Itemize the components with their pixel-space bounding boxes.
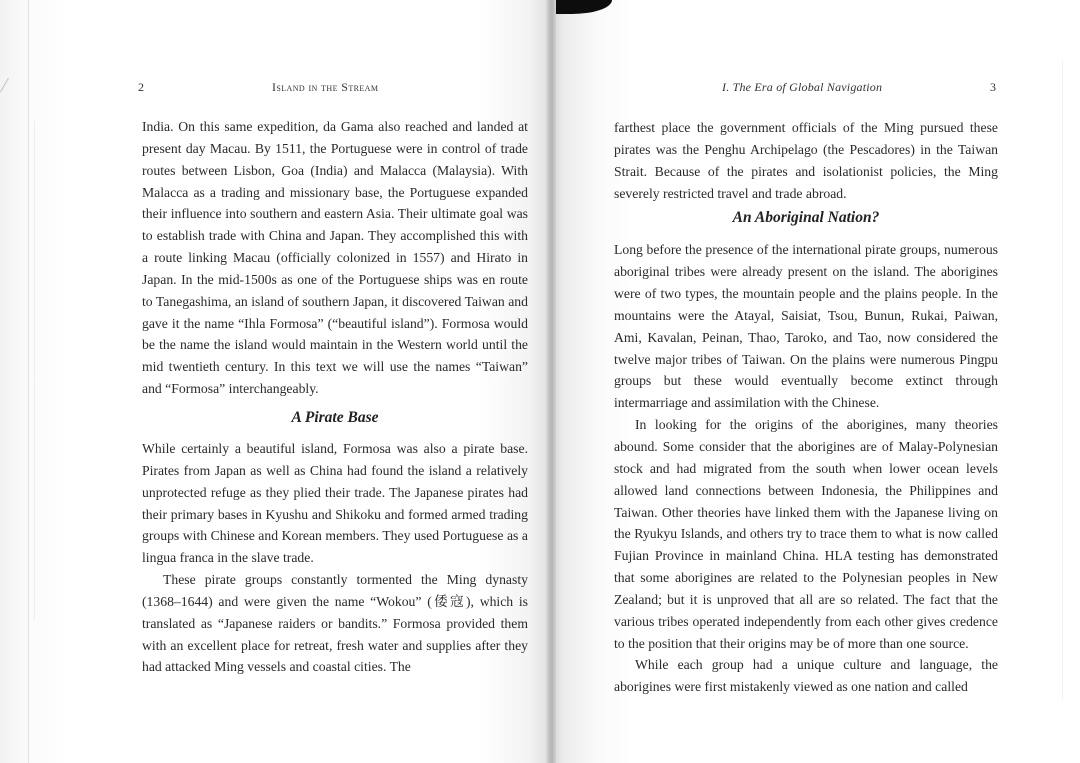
scan-artifact-line [28, 0, 29, 763]
body-paragraph: Long before the presence of the international pirate groups, numerous aboriginal tribes were already present on the island. The aborigines were of two types, the mountain people and the plains people. In the mountains were the Atayal, Saisiat, Tsou, Bunun, Rukai, Paiwan, Ami, Kavalan, Peinan, Thao, Taroko, and Tao, now considered the twelve major tribes of Taiwan. On the plains were numerous Pingpu groups but these would eventually become extinct through intermarriage and assimilation with the Chinese. [614, 242, 998, 411]
running-title: I. The Era of Global Navigation [722, 80, 883, 94]
section-heading: An Aboriginal Nation? [732, 209, 880, 227]
book-gutter [546, 0, 556, 763]
scan-artifact-line [1062, 60, 1063, 700]
running-title: Island in the Stream [272, 80, 379, 94]
body-paragraph: farthest place the government officials of the Ming pursued these pirates was the Penghu Archipelago (the Pescadores) in the Taiwan Strait. Because of the pirates and isolationist policies, the Ming severely restricted travel and trade abroad. [614, 120, 998, 201]
body-paragraph: India. On this same expedition, da Gama also reached and landed at present day Macau. By 1511, the Portuguese were in control of trade routes between Lisbon, Goa (India) and Malacca (Malaysia). With Malacca as a trading and missionary base, the Portuguese expanded their influence into southern and eastern Asia. Their ultimate goal was to establish trade with China and Japan. They accomplished this with a route linking Macau (officially colonized in 1557) and Hirato in Japan. In the mid-1500s as one of the Portuguese ships was en route to Tanegashima, an island of southern Japan, it discovered Taiwan and gave it the name “Ihla Formosa” (“beautiful island”). Formosa would be the name the island would maintain in the Western world until the mid twentieth century. In this text we will use the names “Taiwan” and “Formosa” interchangeably. [142, 119, 528, 397]
body-paragraph: While each group had a unique culture and language, the aborigines were first mistakenly viewed as one nation and called [614, 657, 998, 695]
right-page [552, 0, 1080, 763]
right-text-block [614, 117, 998, 698]
section-heading: A Pirate Base [291, 408, 379, 426]
body-paragraph: In looking for the origins of the aborigines, many theories abound. Some consider that the aborigines are of Malay-Polynesian stock and had migrated from the south when lower ocean levels allowed land connections between Indonesia, the Philippines and Taiwan. Other theories have linked them with the Japanese living on the Ryukyu Islands, and others try to trace them to what is now called Fujian Province in mainland China. HLA testing has demonstrated that some aborigines are related to the Polynesian peoples in New Zealand; but it is unproved that all are so related. The fact that the various tribes operated independently from each other gives credence to the position that their origins may be of more than one source. [614, 417, 998, 651]
left-text-block [142, 116, 528, 678]
body-paragraph: These pirate groups constantly tormented the Ming dynasty (1368–1644) and were given the name “Wokou” (倭寇), which is translated as “Japanese raiders or bandits.” Formosa provided them with an excellent place for retreat, fresh water and supplies after they had attacked Ming vessels and coastal cities. The [142, 572, 528, 675]
scan-artifact-line [34, 120, 35, 620]
body-paragraph: While certainly a beautiful island, Formosa was also a pirate base. Pirates from Japan as well as China had found the island a relatively unprotected refuge as they plied their trade. The Japanese pirates had their primary bases in Kyushu and Shikoku and formed armed trading groups with Chinese and Korean members. They used Portuguese as a lingua franca in the slave trade. [142, 440, 528, 566]
page-number: 3 [990, 80, 997, 94]
page-number: 2 [138, 80, 145, 94]
